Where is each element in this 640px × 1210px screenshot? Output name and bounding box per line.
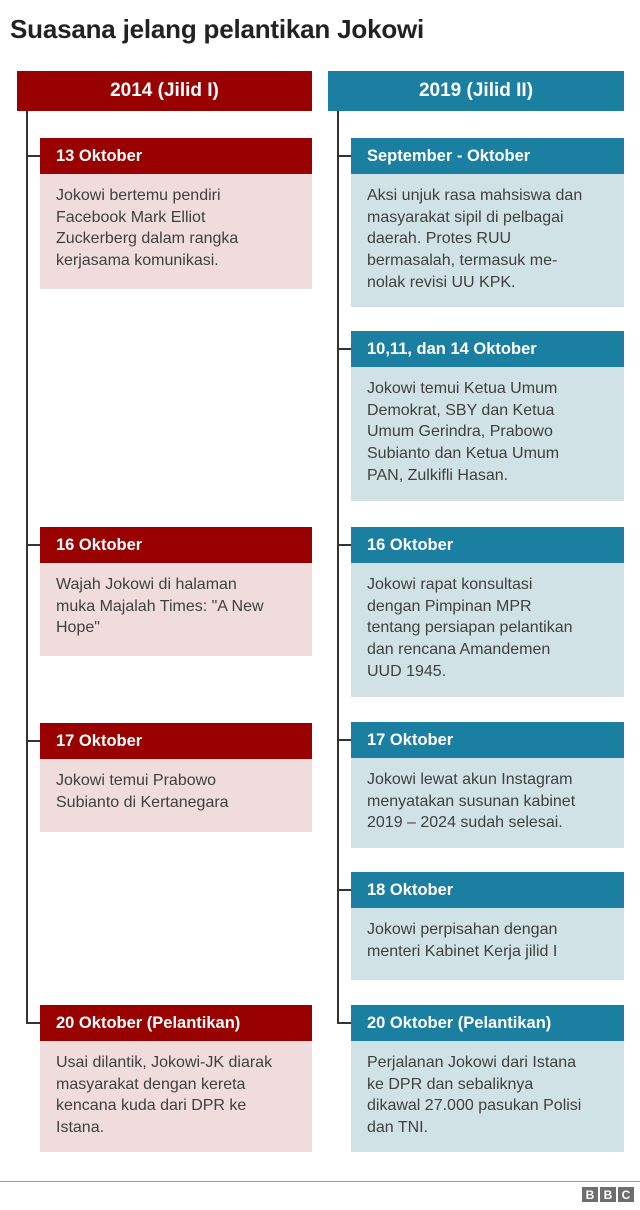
connector-left-4 bbox=[26, 1022, 40, 1024]
bbc-logo-block: C bbox=[618, 1187, 634, 1202]
description-line: nolak revisi UU KPK. bbox=[367, 273, 516, 291]
event-date: 17 Oktober bbox=[40, 723, 312, 759]
description-line: kencana kuda dari DPR ke bbox=[56, 1097, 247, 1115]
event-description bbox=[351, 563, 624, 697]
description-line: Usai dilantik, Jokowi-JK diarak bbox=[56, 1054, 273, 1071]
description-line: tentang persiapan pelantikan bbox=[367, 619, 573, 637]
description-line: Facebook Mark Elliot bbox=[56, 208, 206, 226]
description-line: bermasalah, termasuk me- bbox=[367, 252, 558, 270]
column-header-2014: 2014 (Jilid I) bbox=[17, 71, 312, 111]
description-line: masyarakat dengan kereta bbox=[56, 1075, 246, 1093]
event-date: September - Oktober bbox=[351, 138, 624, 174]
event-card-2014-17-oktober bbox=[40, 723, 312, 832]
description-line: ke DPR dan sebaliknya bbox=[367, 1075, 534, 1093]
description-line: Perjalanan Jokowi dari Istana bbox=[367, 1054, 577, 1071]
description-line: UUD 1945. bbox=[367, 662, 447, 680]
description-line: Jokowi bertemu pendiri bbox=[56, 187, 221, 204]
event-card-2014-20-oktober bbox=[40, 1005, 312, 1152]
description-line: daerah. Protes RUU bbox=[367, 230, 512, 248]
event-date: 10,11, dan 14 Oktober bbox=[351, 331, 624, 367]
description-line: muka Majalah Times: "A New bbox=[56, 597, 264, 615]
bbc-logo-block: B bbox=[600, 1187, 616, 1202]
event-date: 17 Oktober bbox=[351, 722, 624, 758]
bbc-logo-block: B bbox=[582, 1187, 598, 1202]
timeline-line-left bbox=[26, 111, 28, 1024]
event-card-2019-20-oktober bbox=[351, 1005, 624, 1152]
column-header-2019: 2019 (Jilid II) bbox=[328, 71, 624, 111]
event-card-2014-13-oktober bbox=[40, 138, 312, 289]
page-title: Suasana jelang pelantikan Jokowi bbox=[10, 14, 425, 44]
timeline-line-right bbox=[337, 111, 339, 1024]
description-line: Subianto dan Ketua Umum bbox=[367, 445, 560, 463]
description-line: Zuckerberg dalam rangka bbox=[56, 230, 239, 248]
description-line: Jokowi perpisahan dengan bbox=[367, 921, 558, 938]
event-card-2019-17-oktober bbox=[351, 722, 624, 848]
event-description bbox=[351, 758, 624, 848]
connector-left-2 bbox=[26, 544, 40, 546]
connector-left-1 bbox=[26, 155, 40, 157]
description-line: Demokrat, SBY dan Ketua bbox=[367, 401, 555, 419]
event-description bbox=[351, 174, 624, 307]
event-description bbox=[351, 1041, 624, 1152]
description-line: Jokowi temui Ketua Umum bbox=[367, 380, 558, 397]
event-description bbox=[40, 563, 312, 656]
event-description bbox=[40, 1041, 312, 1152]
connector-right-6 bbox=[337, 1022, 351, 1024]
description-line: Jokowi lewat akun Instagram bbox=[367, 771, 573, 788]
description-line: Jokowi rapat konsultasi bbox=[367, 576, 533, 593]
connector-right-5 bbox=[337, 889, 351, 891]
event-card-2019-16-oktober bbox=[351, 527, 624, 697]
description-line: dengan Pimpinan MPR bbox=[367, 597, 532, 615]
connector-right-2 bbox=[337, 348, 351, 350]
event-card-2019-september-oktober bbox=[351, 138, 624, 307]
event-card-2019-10-11-14-oktober bbox=[351, 331, 624, 501]
event-description bbox=[40, 759, 312, 832]
event-description bbox=[351, 908, 624, 980]
description-line: menyatakan susunan kabinet bbox=[367, 792, 576, 810]
event-date: 20 Oktober (Pelantikan) bbox=[40, 1005, 312, 1041]
description-line: Wajah Jokowi di halaman bbox=[56, 576, 237, 593]
description-line: PAN, Zulkifli Hasan. bbox=[367, 466, 509, 484]
description-line: Jokowi temui Prabowo bbox=[56, 772, 217, 789]
description-line: Istana. bbox=[56, 1119, 105, 1137]
description-line: 2019 – 2024 sudah selesai. bbox=[367, 814, 563, 832]
connector-left-3 bbox=[26, 740, 40, 742]
event-date: 20 Oktober (Pelantikan) bbox=[351, 1005, 624, 1041]
description-line: Aksi unjuk rasa mahsiswa dan bbox=[367, 187, 583, 204]
description-line: dan rencana Amandemen bbox=[367, 641, 551, 659]
description-line: Subianto di Kertanegara bbox=[56, 793, 229, 811]
event-description bbox=[351, 367, 624, 501]
event-date: 16 Oktober bbox=[40, 527, 312, 563]
description-line: masyarakat sipil di pelbagai bbox=[367, 208, 564, 226]
connector-right-4 bbox=[337, 739, 351, 741]
bbc-logo bbox=[582, 1187, 634, 1202]
description-line: dikawal 27.000 pasukan Polisi bbox=[367, 1097, 582, 1115]
event-description bbox=[40, 174, 312, 289]
description-line: dan TNI. bbox=[367, 1119, 429, 1137]
description-line: kerjasama komunikasi. bbox=[56, 252, 219, 270]
description-line: Umum Gerindra, Prabowo bbox=[367, 423, 553, 441]
footer-divider bbox=[0, 1181, 640, 1182]
description-line: Hope" bbox=[56, 619, 100, 637]
event-date: 18 Oktober bbox=[351, 872, 624, 908]
event-date: 16 Oktober bbox=[351, 527, 624, 563]
event-card-2014-16-oktober bbox=[40, 527, 312, 656]
description-line: menteri Kabinet Kerja jilid I bbox=[367, 942, 558, 960]
connector-right-3 bbox=[337, 544, 351, 546]
event-date: 13 Oktober bbox=[40, 138, 312, 174]
event-card-2019-18-oktober bbox=[351, 872, 624, 980]
connector-right-1 bbox=[337, 155, 351, 157]
